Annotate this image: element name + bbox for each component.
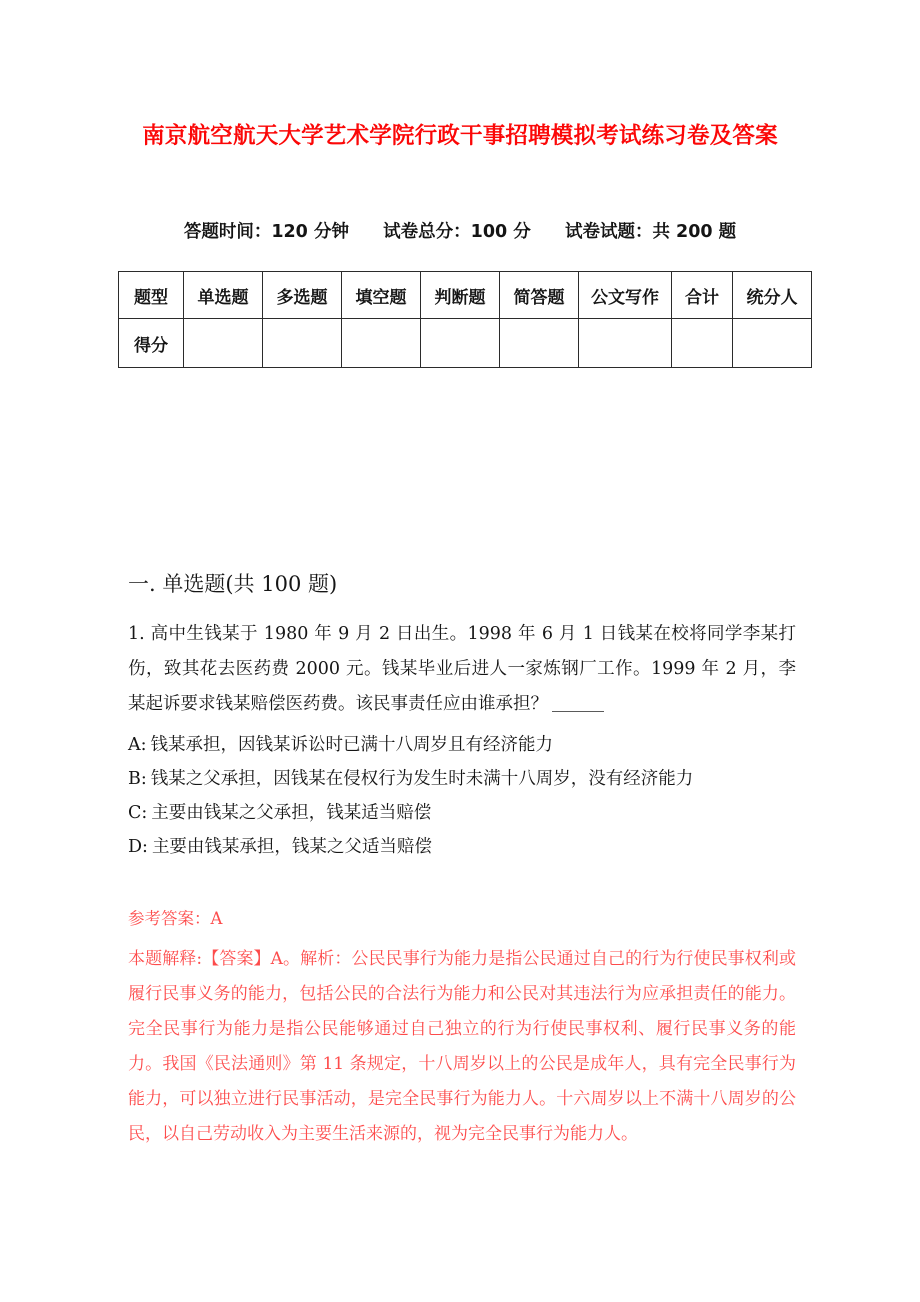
option-c[interactable] xyxy=(128,796,796,830)
table-header-cell: 简答题 xyxy=(500,272,579,319)
score-cell[interactable] xyxy=(342,319,421,368)
answer-section xyxy=(128,903,796,1152)
question-stem-text: 1. 高中生钱某于 1980 年 9 月 2 日出生。1998 年 6 月 1 日钱某在校将同学李某打伤，致其花去医药费 2000 元。钱某毕业后进人一家炼钢厂工作。1999 年 2 月，李某起诉要求钱某赔偿医药费。该民事责任应由谁承担？ xyxy=(128,624,796,714)
table-header-cell: 合计 xyxy=(672,272,733,319)
option-text-b: 钱某之父承担，因钱某在侵权行为发生时未满十八周岁，没有经济能力 xyxy=(150,769,694,789)
exam-duration: 答题时间：120 分钟 xyxy=(183,222,349,242)
reference-answer: 参考答案：A xyxy=(128,909,223,928)
option-text-d: 主要由钱某承担，钱某之父适当赔偿 xyxy=(151,837,432,857)
exam-total-score: 试卷总分：100 分 xyxy=(383,222,531,242)
section-heading-single-choice: 一. 单选题(共 100 题) xyxy=(128,572,338,596)
score-cell[interactable] xyxy=(733,319,812,368)
answer-blank-underline xyxy=(552,711,604,712)
score-table-container xyxy=(118,271,802,368)
exam-meta-line xyxy=(0,218,920,243)
table-header-cell: 判断题 xyxy=(421,272,500,319)
table-header-cell: 题型 xyxy=(119,272,184,319)
score-cell[interactable] xyxy=(579,319,672,368)
table-header-cell: 统分人 xyxy=(733,272,812,319)
option-list xyxy=(128,728,796,864)
table-row-header xyxy=(119,272,812,319)
table-header-cell: 多选题 xyxy=(263,272,342,319)
exam-question-count: 试卷试题：共 200 题 xyxy=(564,222,737,242)
question-1 xyxy=(128,617,796,864)
answer-explanation: 本题解释:【答案】A。解析：公民民事行为能力是指公民通过自己的行为行使民事权利或履行民事义务的能力，包括公民的合法行为能力和公民对其违法行为应承担责任的能力。完全民事行为能力是指公民能够通过自己独立的行为行使民事权利、履行民事义务的能力。我国《民法通则》第 11 条规定，十八周岁以上的公民是成年人，具有完全民事行为能力，可以独立进行民事活动，是完全民事行为能力人。十六周岁以上不满十八周岁的公民，以自己劳动收入为主要生活来源的，视为完全民事行为能力人。 xyxy=(128,949,796,1144)
score-cell[interactable] xyxy=(263,319,342,368)
option-key-d: D: xyxy=(128,837,148,857)
option-key-c: C: xyxy=(128,803,148,823)
score-cell[interactable] xyxy=(500,319,579,368)
table-row xyxy=(119,319,812,368)
option-text-a: 钱某承担，因钱某诉讼时已满十八周岁且有经济能力 xyxy=(150,735,554,755)
table-header-cell: 公文写作 xyxy=(579,272,672,319)
table-header-cell: 填空题 xyxy=(342,272,421,319)
score-cell[interactable] xyxy=(672,319,733,368)
score-cell[interactable] xyxy=(184,319,263,368)
option-key-b: B: xyxy=(128,769,147,789)
option-text-c: 主要由钱某之父承担，钱某适当赔偿 xyxy=(151,803,432,823)
score-cell[interactable] xyxy=(421,319,500,368)
option-a[interactable] xyxy=(128,728,796,762)
table-row-label: 得分 xyxy=(119,319,184,368)
score-table xyxy=(118,271,812,368)
table-header-cell: 单选题 xyxy=(184,272,263,319)
option-key-a: A: xyxy=(128,735,147,755)
option-b[interactable] xyxy=(128,762,796,796)
question-stem xyxy=(128,617,796,722)
option-d[interactable] xyxy=(128,830,796,864)
page-title: 南京航空航天大学艺术学院行政干事招聘模拟考试练习卷及答案 xyxy=(142,123,778,149)
